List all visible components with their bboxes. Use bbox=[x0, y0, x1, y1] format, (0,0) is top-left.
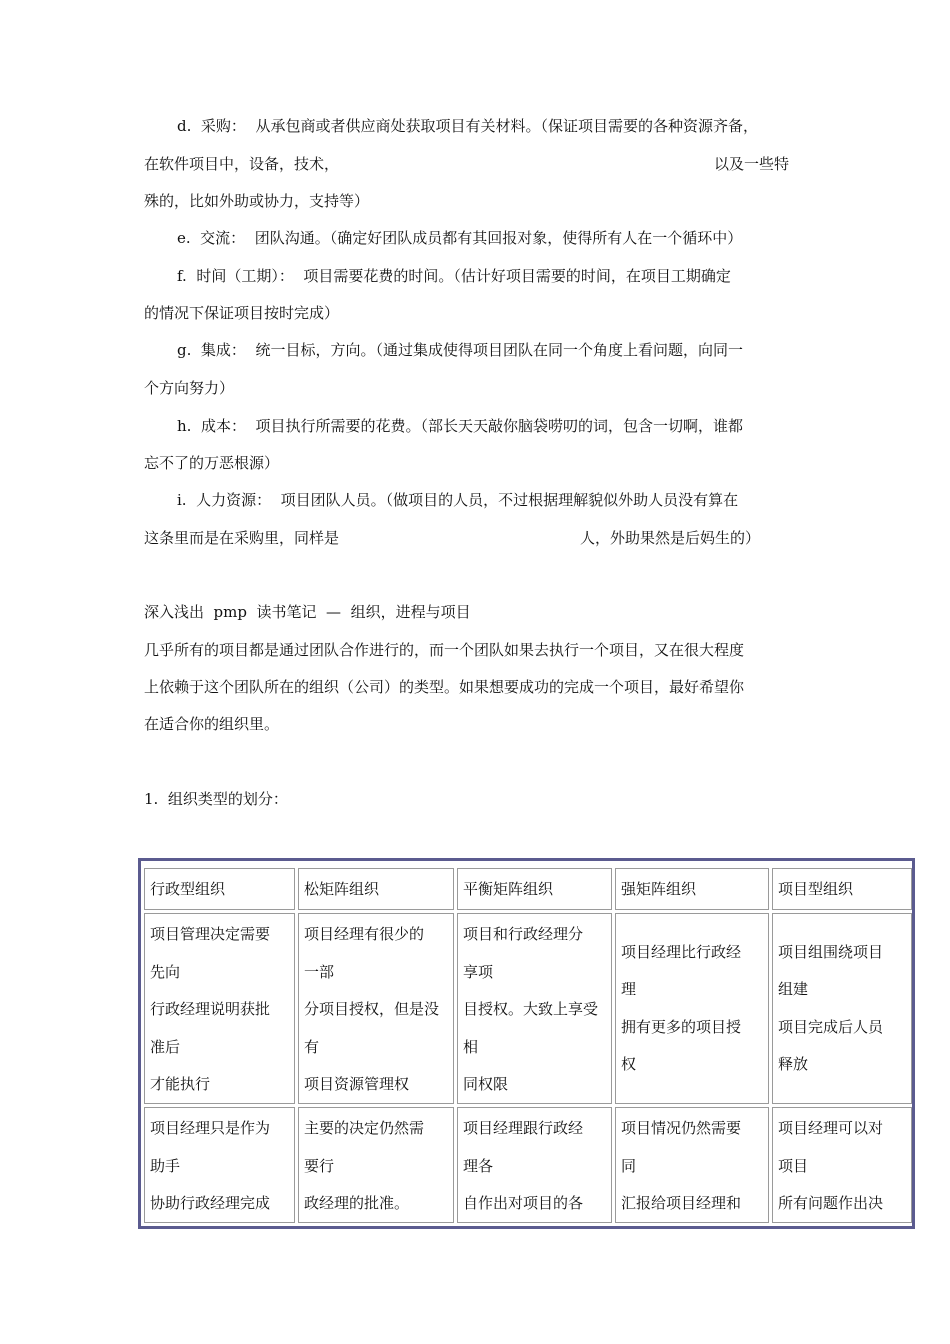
text-line: 上依赖于这个团队所在的组织（公司）的类型。如果想要成功的完成一个项目，最好希望你 bbox=[144, 678, 745, 696]
table-cell-line: 同 bbox=[621, 1156, 637, 1175]
text-line: 殊的，比如外助或协力，支持等） bbox=[144, 192, 370, 210]
table-header-cell bbox=[298, 868, 454, 910]
text-line: 1. 组织类型的划分： bbox=[144, 790, 288, 808]
table-cell-line: 组建 bbox=[778, 980, 809, 998]
table-cell-line: 同权限 bbox=[463, 1075, 509, 1093]
table-cell-line: 协助行政经理完成 bbox=[150, 1194, 271, 1212]
table-cell bbox=[615, 1107, 769, 1223]
text-line: i. 人力资源： 项目团队人员。（做项目的人员，不过根据理解貌似外助人员没有算在 bbox=[177, 491, 739, 509]
table-cell-line: 所有问题作出决 bbox=[778, 1194, 884, 1212]
table-header-cell bbox=[772, 868, 912, 910]
table-cell-line: 有 bbox=[304, 1037, 320, 1056]
table-cell-line: 才能执行 bbox=[150, 1075, 211, 1093]
text-line: 在软件项目中，设备，技术， bbox=[144, 155, 340, 173]
table-cell bbox=[144, 913, 295, 1104]
table-cell-line: 项目资源管理权 bbox=[304, 1075, 410, 1093]
table-cell bbox=[298, 913, 454, 1104]
table-cell bbox=[457, 1107, 612, 1223]
table-cell-line: 项目经理只是作为 bbox=[150, 1119, 271, 1137]
table-cell-line: 项目组围绕项目 bbox=[778, 942, 884, 961]
text-line: 在适合你的组织里。 bbox=[144, 715, 280, 733]
table-header-label: 行政型组织 bbox=[150, 880, 226, 898]
table-cell bbox=[772, 1107, 912, 1223]
text-line: 忘不了的万恶根源） bbox=[144, 454, 280, 472]
table-cell-line: 理 bbox=[621, 980, 637, 998]
text-line: e. 交流： 团队沟通。（确定好团队成员都有其回报对象，使得所有人在一个循环中） bbox=[177, 229, 743, 247]
organization-types-table bbox=[138, 858, 915, 1229]
table-cell-line: 准后 bbox=[150, 1037, 181, 1056]
text-line: f. 时间（工期）： 项目需要花费的时间。（估计好项目需要的时间，在项目工期确定 bbox=[177, 267, 731, 285]
table-header-label: 松矩阵组织 bbox=[304, 880, 380, 898]
table-cell-line: 权 bbox=[621, 1055, 637, 1073]
text-line: 个方向努力） bbox=[144, 379, 235, 397]
table-cell-line: 享项 bbox=[463, 962, 494, 981]
table-cell-line: 政经理的批准。 bbox=[304, 1194, 410, 1212]
table-cell-line: 项目经理跟行政经 bbox=[463, 1119, 584, 1137]
table-cell-line: 释放 bbox=[778, 1055, 809, 1073]
table-cell-line: 拥有更多的项目授 bbox=[621, 1017, 742, 1036]
table-cell-line: 项目和行政经理分 bbox=[463, 925, 584, 943]
table-header-label: 平衡矩阵组织 bbox=[463, 880, 554, 898]
table-header-label: 强矩阵组织 bbox=[621, 880, 697, 898]
text-line: 的情况下保证项目按时完成） bbox=[144, 304, 340, 322]
table-cell bbox=[298, 1107, 454, 1223]
table-cell-line: 项目管理决定需要 bbox=[150, 925, 271, 943]
table-cell-line: 助手 bbox=[150, 1156, 181, 1175]
table-header-cell bbox=[144, 868, 295, 910]
text-line: h. 成本： 项目执行所需要的花费。（部长天天敲你脑袋唠叨的词，包含一切啊，谁都 bbox=[177, 417, 744, 435]
table-cell bbox=[772, 913, 912, 1104]
table-cell-line: 项目经理有很少的 bbox=[304, 925, 425, 943]
text-line: 几乎所有的项目都是通过团队合作进行的，而一个团队如果去执行一个项目，又在很大程度 bbox=[144, 641, 745, 659]
table-header-cell bbox=[615, 868, 769, 910]
table-cell-line: 一部 bbox=[304, 962, 335, 981]
table-cell bbox=[144, 1107, 295, 1223]
text-line: 深入浅出 pmp 读书笔记 — 组织，进程与项目 bbox=[144, 603, 471, 621]
table-cell-line: 理各 bbox=[463, 1156, 494, 1175]
table-cell-line: 汇报给项目经理和 bbox=[621, 1194, 742, 1212]
table-cell bbox=[615, 913, 769, 1104]
table-cell-line: 分项目授权，但是没 bbox=[304, 1000, 440, 1018]
table-cell-line: 项目完成后人员 bbox=[778, 1017, 884, 1036]
table-cell-line: 自作出对项目的各 bbox=[463, 1194, 584, 1212]
table-cell-line: 行政经理说明获批 bbox=[150, 1000, 271, 1018]
text-line: 以及一些特 bbox=[714, 155, 790, 173]
table-cell-line: 项目经理比行政经 bbox=[621, 942, 742, 961]
table-cell bbox=[457, 913, 612, 1104]
table-cell-line: 项目 bbox=[778, 1156, 809, 1175]
text-line: 这条里而是在采购里，同样是 bbox=[144, 529, 340, 547]
table-header-label: 项目型组织 bbox=[778, 880, 854, 898]
table-cell-line: 项目经理可以对 bbox=[778, 1119, 884, 1137]
table-header-cell bbox=[457, 868, 612, 910]
table-cell-line: 先向 bbox=[150, 962, 181, 981]
table-cell-line: 项目情况仍然需要 bbox=[621, 1119, 742, 1137]
text-line: 人，外助果然是后妈生的） bbox=[580, 529, 761, 547]
table-cell-line: 要行 bbox=[304, 1156, 335, 1175]
table-cell-line: 主要的决定仍然需 bbox=[304, 1119, 425, 1137]
text-line: d. 采购： 从承包商或者供应商处获取项目有关材料。（保证项目需要的各种资源齐备， bbox=[177, 117, 758, 135]
table-cell-line: 目授权。大致上享受 bbox=[463, 1000, 599, 1018]
text-line: g. 集成： 统一目标，方向。（通过集成使得项目团队在同一个角度上看问题，向同一 bbox=[177, 341, 743, 359]
table-cell-line: 相 bbox=[463, 1037, 479, 1056]
